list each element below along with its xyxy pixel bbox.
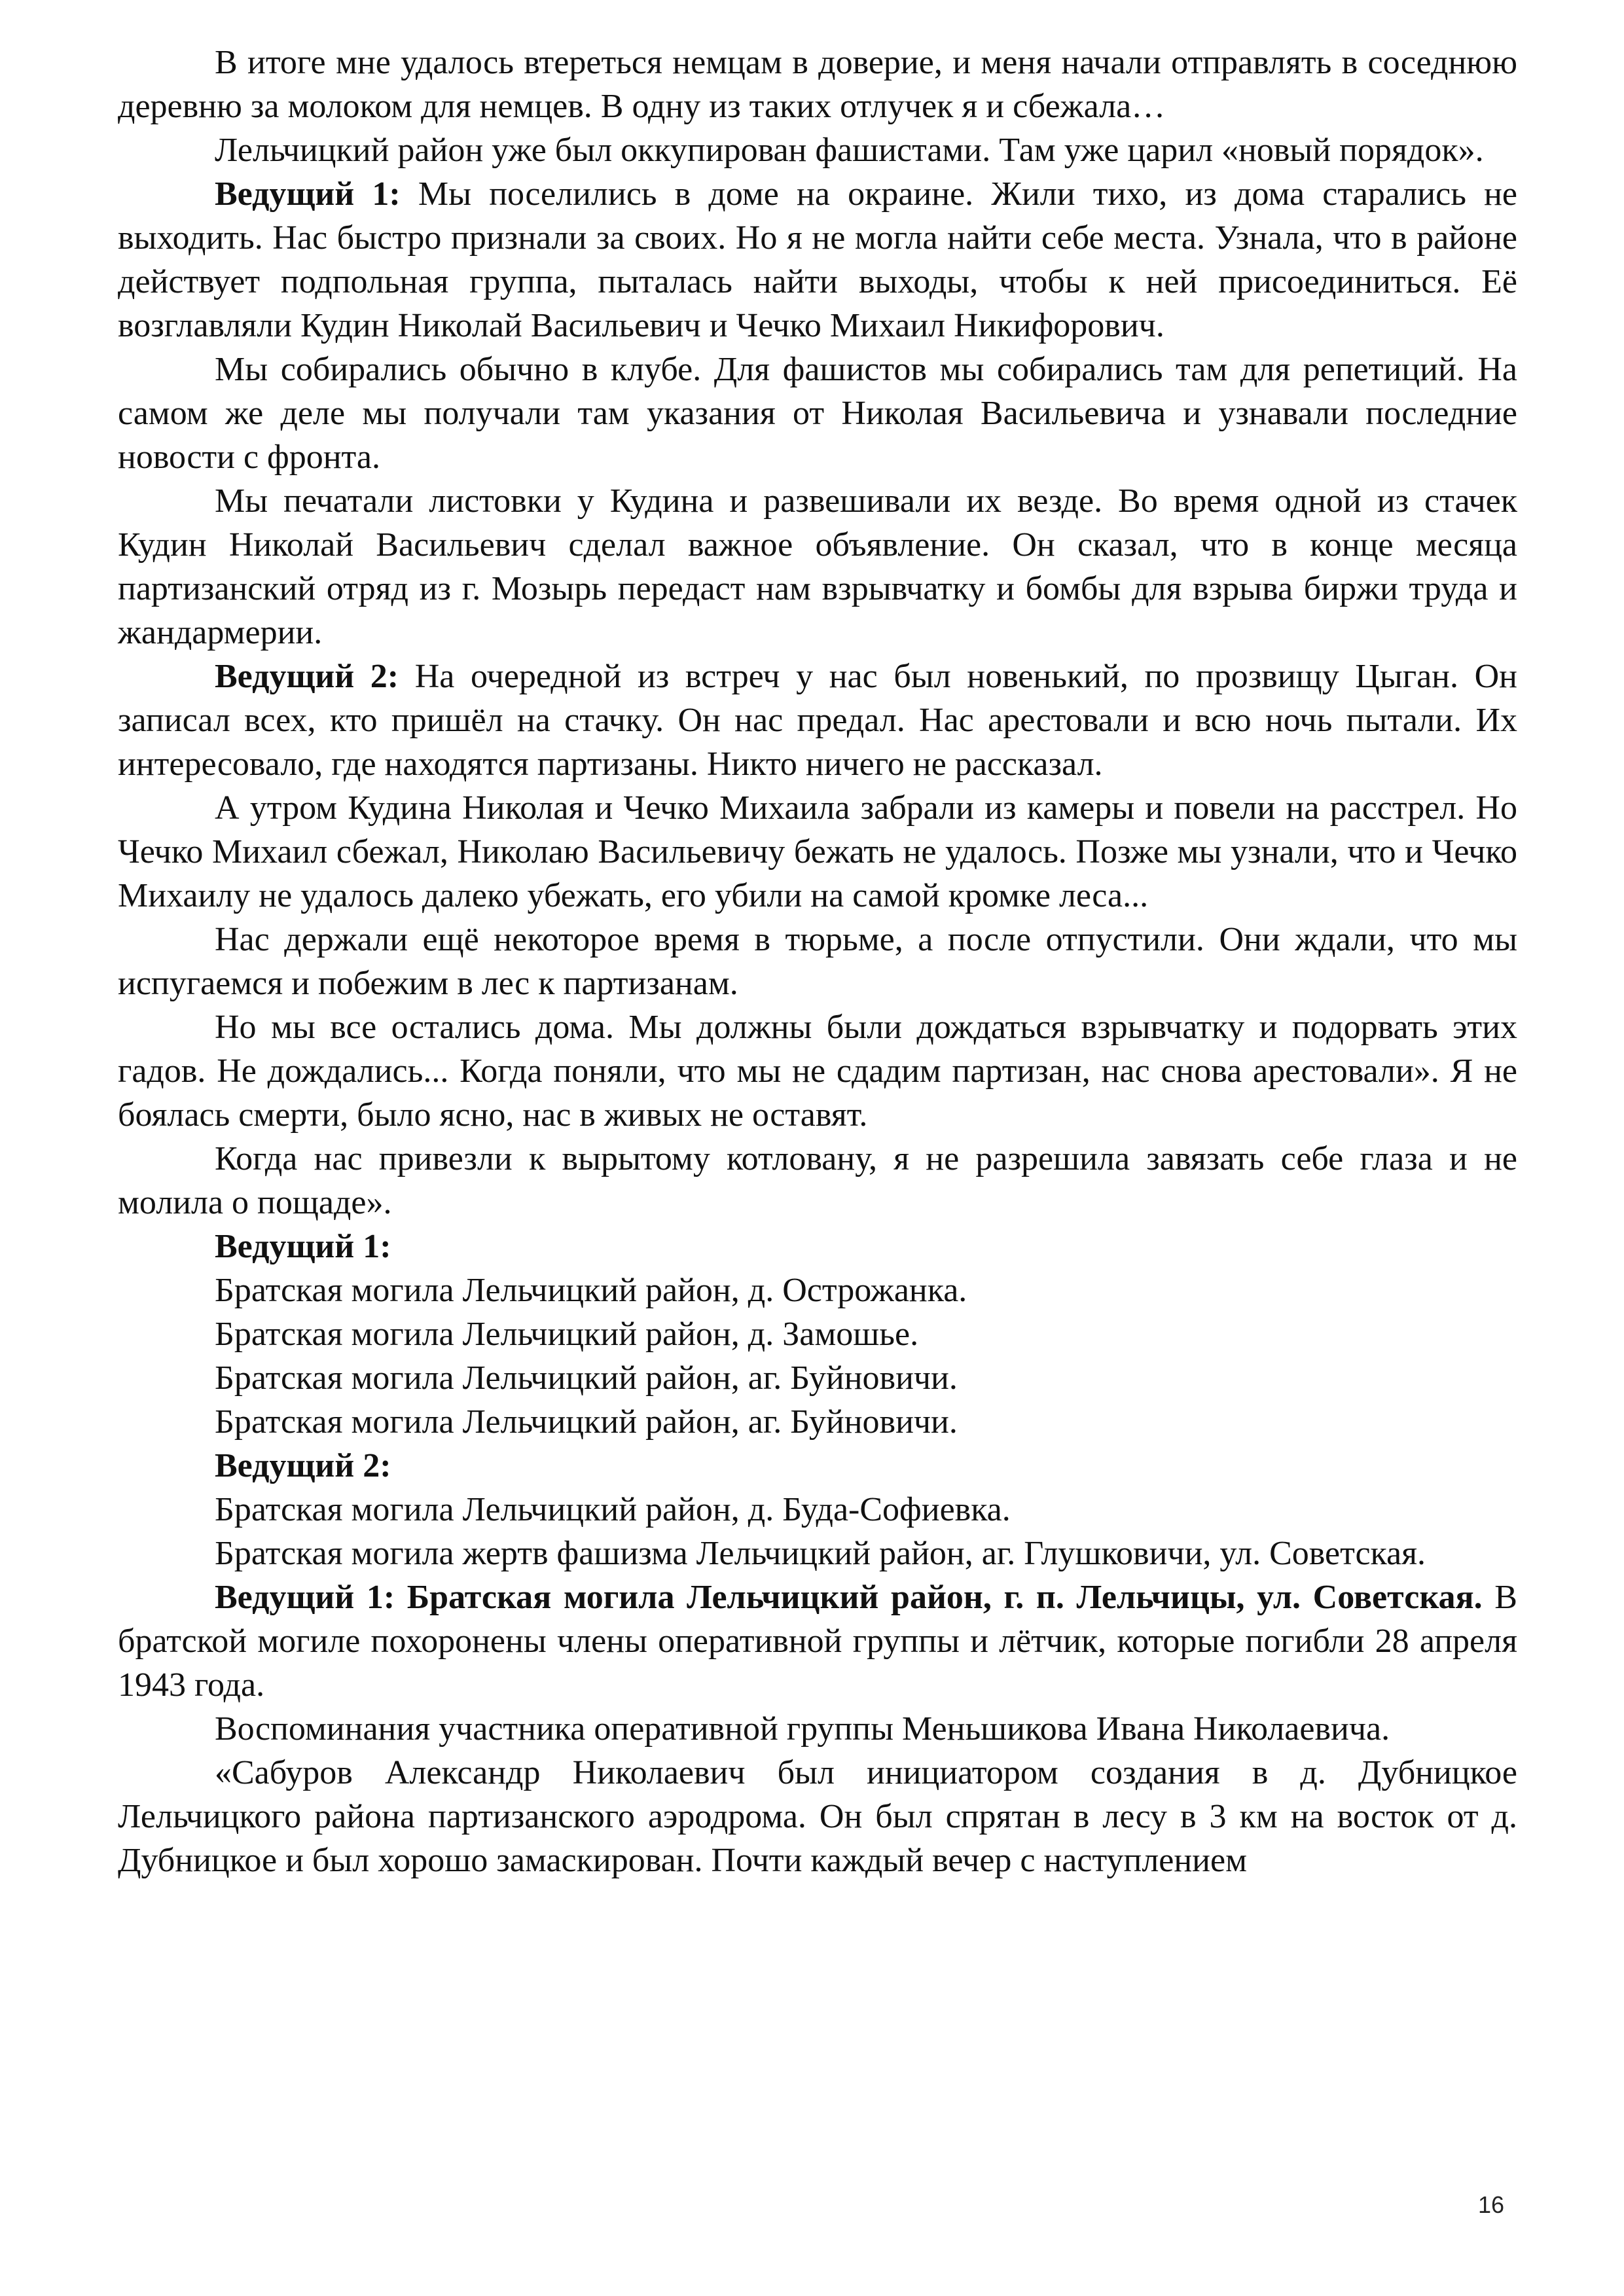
paragraph: А утром Кудина Николая и Чечко Михаила забрали из камеры и повели на расстрел. Но Чечко Михаил сбежал, Николаю Васильевичу бежать не удалось. Позже мы узнали, что и Чечко Михаилу не удалось далеко убежать, его убили на самой кромке леса... (118, 789, 1517, 914)
paragraph-text: На очередной из встреч у нас был новенький, по прозвищу Цыган. Он записал всех, кто пришёл на стачку. Он нас предал. Нас арестовали и всю ночь пытали. Их интересовало, где находятся партизаны. Никто ничего не рассказал. (118, 658, 1517, 783)
memorial-list-item: Братская могила Лельчицкий район, д. Замошье. (215, 1316, 919, 1353)
document-page (118, 41, 1517, 1882)
memorial-list-item: Братская могила Лельчицкий район, д. Острожанка. (215, 1272, 967, 1309)
paragraph: Мы печатали листовки у Кудина и развешивали их везде. Во время одной из стачек Кудин Николай Васильевич сделал важное объявление. Он сказал, что в конце месяца партизанский отряд из г. Мозырь передаст нам взрывчатку и бомбы для взрыва биржи труда и жандармерии. (118, 482, 1517, 651)
memorial-list-item: Братская могила Лельчицкий район, аг. Буйновичи. (215, 1403, 958, 1441)
speaker-label: Ведущий 1: (215, 175, 401, 213)
speaker-label: Ведущий 2: (215, 658, 399, 695)
paragraph: Воспоминания участника оперативной группы Меньшикова Ивана Николаевича. (215, 1710, 1390, 1748)
speaker-heading: Ведущий 1: (215, 1228, 391, 1265)
paragraph-text: Мы поселились в доме на окраине. Жили тихо, из дома старались не выходить. Нас быстро признали за своих. Но я не могла найти себе места. Узнала, что в районе действует подпольная группа, пыталась найти выходы, чтобы к ней присоединиться. Её возглавляли Кудин Николай Васильевич и Чечко Михаил Никифорович. (118, 175, 1517, 344)
paragraph: Но мы все остались дома. Мы должны были дождаться взрывчатку и подорвать этих гадов. Не дождались... Когда поняли, что мы не сдадим партизан, нас снова арестовали». Я не боялась смерти, было ясно, нас в живых не оставят. (118, 1009, 1517, 1134)
paragraph-text: В братской могиле похоронены члены оперативной группы и лётчик, которые погибли 28 апреля 1943 года. (118, 1579, 1517, 1704)
paragraph (118, 1575, 1517, 1707)
memorial-list-item: Братская могила Лельчицкий район, д. Буда-Софиевка. (215, 1491, 1011, 1528)
bold-heading: Ведущий 1: Братская могила Лельчицкий район, г. п. Лельчицы, ул. Советская. (215, 1579, 1483, 1616)
paragraph (118, 655, 1517, 786)
paragraph: Нас держали ещё некоторое время в тюрьме, а после отпустили. Они ждали, что мы испугаемся и побежим в лес к партизанам. (118, 921, 1517, 1002)
paragraph: Когда нас привезли к вырытому котловану, я не разрешила завязать себе глаза и не молила о пощаде». (118, 1140, 1517, 1221)
paragraph: Лельчицкий район уже был оккупирован фашистами. Там уже царил «новый порядок». (215, 132, 1484, 169)
page-number: 16 (1478, 2191, 1505, 2218)
paragraph (118, 172, 1517, 348)
paragraph: В итоге мне удалось втереться немцам в доверие, и меня начали отправлять в соседнюю деревню за молоком для немцев. В одну из таких отлучек я и сбежала… (118, 44, 1517, 125)
speaker-heading: Ведущий 2: (215, 1447, 391, 1484)
paragraph: «Сабуров Александр Николаевич был инициатором создания в д. Дубницкое Лельчицкого района партизанского аэродрома. Он был спрятан в лесу в 3 км на восток от д. Дубницкое и был хорошо замаскирован. Почти каждый вечер с наступлением (118, 1754, 1517, 1879)
memorial-list-item: Братская могила жертв фашизма Лельчицкий район, аг. Глушковичи, ул. Советская. (215, 1535, 1426, 1572)
memorial-list-item: Братская могила Лельчицкий район, аг. Буйновичи. (215, 1359, 958, 1397)
paragraph: Мы собирались обычно в клубе. Для фашистов мы собирались там для репетиций. На самом же деле мы получали там указания от Николая Васильевича и узнавали последние новости с фронта. (118, 351, 1517, 476)
